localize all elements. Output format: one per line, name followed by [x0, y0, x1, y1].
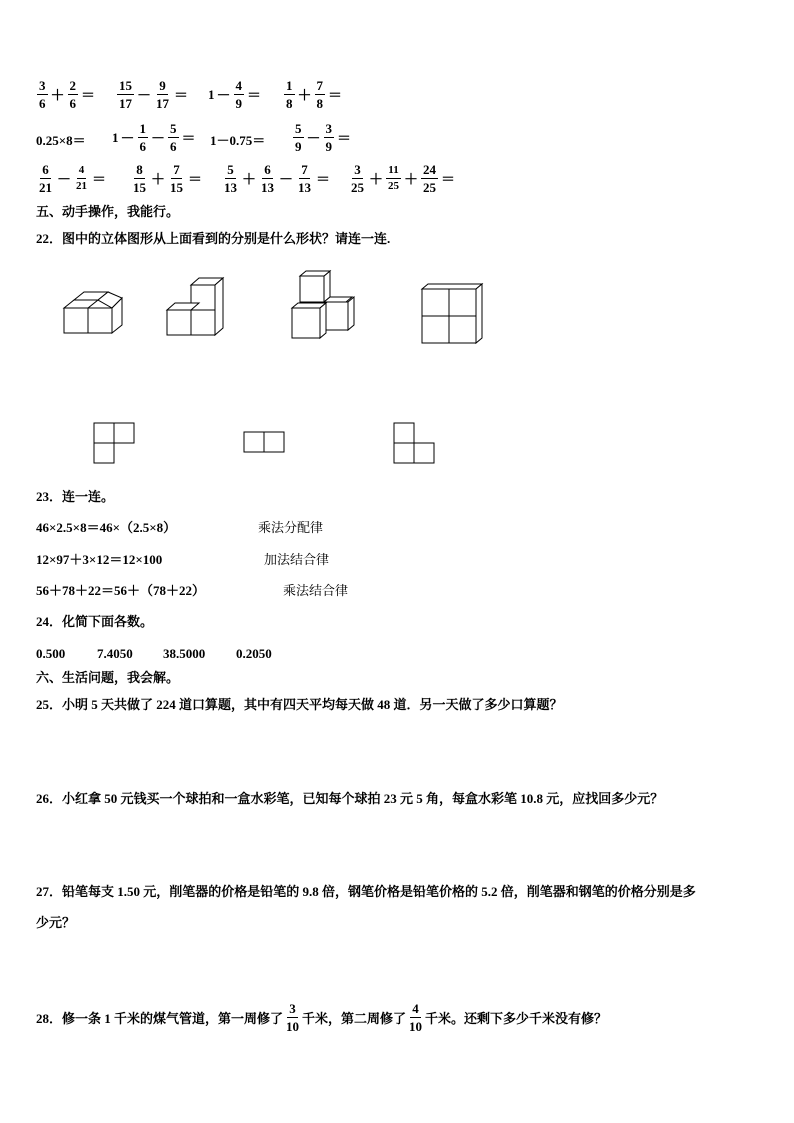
- top-view-shape-3[interactable]: [393, 422, 437, 466]
- fraction: $\frac{24}{25}$: [423, 162, 436, 195]
- calc-row3-expr1: [36, 162, 108, 195]
- fraction: $\frac{3}{25}$: [351, 162, 364, 195]
- fraction: $\frac{5}{9}$: [295, 121, 302, 154]
- fraction: $\frac{9}{17}$: [156, 78, 169, 111]
- equals: ＝: [81, 88, 95, 104]
- solid-figure-4: [420, 283, 484, 347]
- fraction: $\frac{7}{15}$: [170, 162, 183, 195]
- fraction: $\frac{4}{9}$: [235, 78, 242, 111]
- fraction: $\frac{4}{21}$: [76, 164, 87, 192]
- operator: ＋: [151, 172, 165, 188]
- calc-row3-expr2: [130, 162, 204, 195]
- calc-row1-expr3: [208, 78, 263, 111]
- whole-number: 1: [208, 86, 215, 102]
- calc-row3-expr3: [221, 162, 332, 195]
- fraction: $\frac{11}{25}$: [388, 164, 399, 192]
- top-view-shape-2[interactable]: [243, 431, 287, 455]
- operator: －: [120, 131, 135, 147]
- number-item: 7.4050: [97, 646, 133, 661]
- calc-row2-expr4: [292, 121, 353, 154]
- equals: ＝: [247, 88, 261, 104]
- question-23-title: 23．连一连。: [36, 489, 115, 504]
- solid-figure-3: [290, 270, 360, 340]
- top-view-shape-1[interactable]: [93, 422, 137, 466]
- calc-row1-expr1: [36, 78, 97, 111]
- equals: ＝: [181, 131, 196, 147]
- fraction: $\frac{7}{8}$: [316, 78, 323, 111]
- fraction: $\frac{4}{10}$: [409, 1001, 423, 1034]
- equals: ＝: [92, 172, 106, 188]
- section-heading: 六、生活问题，我会解。: [36, 670, 180, 685]
- calc-row2-expr3: 1－0.75＝: [210, 133, 266, 148]
- equation-left-2[interactable]: 12×97＋3×12＝12×100: [36, 552, 163, 567]
- fraction: $\frac{1}{8}$: [286, 78, 293, 111]
- operator: ＋: [297, 88, 312, 104]
- equation-left-3[interactable]: 56＋78＋22＝56＋（78＋22）: [36, 583, 206, 598]
- calc-row3-expr4: [348, 162, 457, 195]
- number-item: 0.2050: [236, 646, 272, 661]
- fraction: $\frac{6}{21}$: [39, 162, 52, 195]
- section-heading: 五、动手操作，我能行。: [36, 204, 180, 219]
- question-26: 26．小红拿 50 元钱买一个球拍和一盒水彩笔，已知每个球拍 23 元 5 角，每盒水彩笔 10.8 元，应找回多少元？: [36, 791, 664, 806]
- question-22: 22．图中的立体图形从上面看到的分别是什么形状？请连一连.: [36, 231, 391, 246]
- fraction: $\frac{5}{6}$: [170, 121, 177, 154]
- question-25: 25．小明 5 天共做了 224 道口算题，其中有四天平均每天做 48 道．另一天做了多少口算题？: [36, 697, 563, 712]
- whole-number: 1: [112, 129, 119, 145]
- law-right-2[interactable]: 加法结合律: [264, 552, 330, 567]
- operator: ＋: [242, 172, 256, 188]
- fraction: $\frac{1}{6}$: [139, 121, 146, 154]
- fraction: $\frac{3}{9}$: [325, 121, 332, 154]
- calc-row2-expr1: 0.25×8＝: [36, 133, 86, 148]
- calc-row2-expr2: [112, 121, 198, 154]
- fraction: $\frac{5}{13}$: [224, 162, 237, 195]
- fraction: $\frac{8}{15}$: [133, 162, 146, 195]
- equation-left-1[interactable]: 46×2.5×8＝46×（2.5×8）: [36, 520, 177, 535]
- fraction: $\frac{6}{13}$: [261, 162, 274, 195]
- equals: ＝: [337, 131, 351, 147]
- solid-figure-2: [165, 277, 231, 339]
- calc-row1-expr2: [116, 78, 190, 111]
- operator: ＋: [50, 88, 65, 104]
- operator: －: [216, 88, 231, 104]
- solid-figure-1: [60, 290, 130, 338]
- equals: ＝: [174, 88, 188, 104]
- fraction: $\frac{3}{10}$: [286, 1001, 300, 1034]
- equals: ＝: [328, 88, 342, 104]
- operator: ＋: [369, 172, 383, 188]
- operator: ＋: [404, 172, 418, 188]
- law-right-1[interactable]: 乘法分配律: [258, 520, 324, 535]
- operator: －: [57, 172, 71, 188]
- equals: ＝: [441, 172, 455, 188]
- question-27-line1: 27．铅笔每支 1.50 元，削笔器的价格是铅笔的 9.8 倍，钢笔价格是铅笔价格的 5.2 倍，削笔器和钢笔的价格分别是多: [36, 884, 696, 899]
- equals: ＝: [316, 172, 330, 188]
- operator: －: [137, 88, 151, 104]
- question-24-title: 24．化简下面各数。: [36, 614, 154, 629]
- equals: ＝: [188, 172, 202, 188]
- fraction: $\frac{3}{6}$: [39, 78, 46, 111]
- fraction: $\frac{7}{13}$: [298, 162, 311, 195]
- fraction: $\frac{2}{6}$: [69, 78, 76, 111]
- operator: －: [279, 172, 293, 188]
- question-28: 28．修一条 1 千米的煤气管道，第一周修了 $\frac{3}{10}$ 千米，第二周修了 $\frac{4}{10}$ 千米。还剩下多少千米没有修？: [36, 1001, 608, 1034]
- operator: －: [306, 131, 321, 147]
- calc-row1-expr4: [283, 78, 344, 111]
- law-right-3[interactable]: 乘法结合律: [283, 583, 349, 598]
- fraction: $\frac{15}{17}$: [119, 78, 132, 111]
- question-27-line2: 少元？: [36, 915, 76, 930]
- number-item: 38.5000: [163, 646, 206, 661]
- operator: －: [151, 131, 165, 147]
- number-item: 0.500: [36, 646, 66, 661]
